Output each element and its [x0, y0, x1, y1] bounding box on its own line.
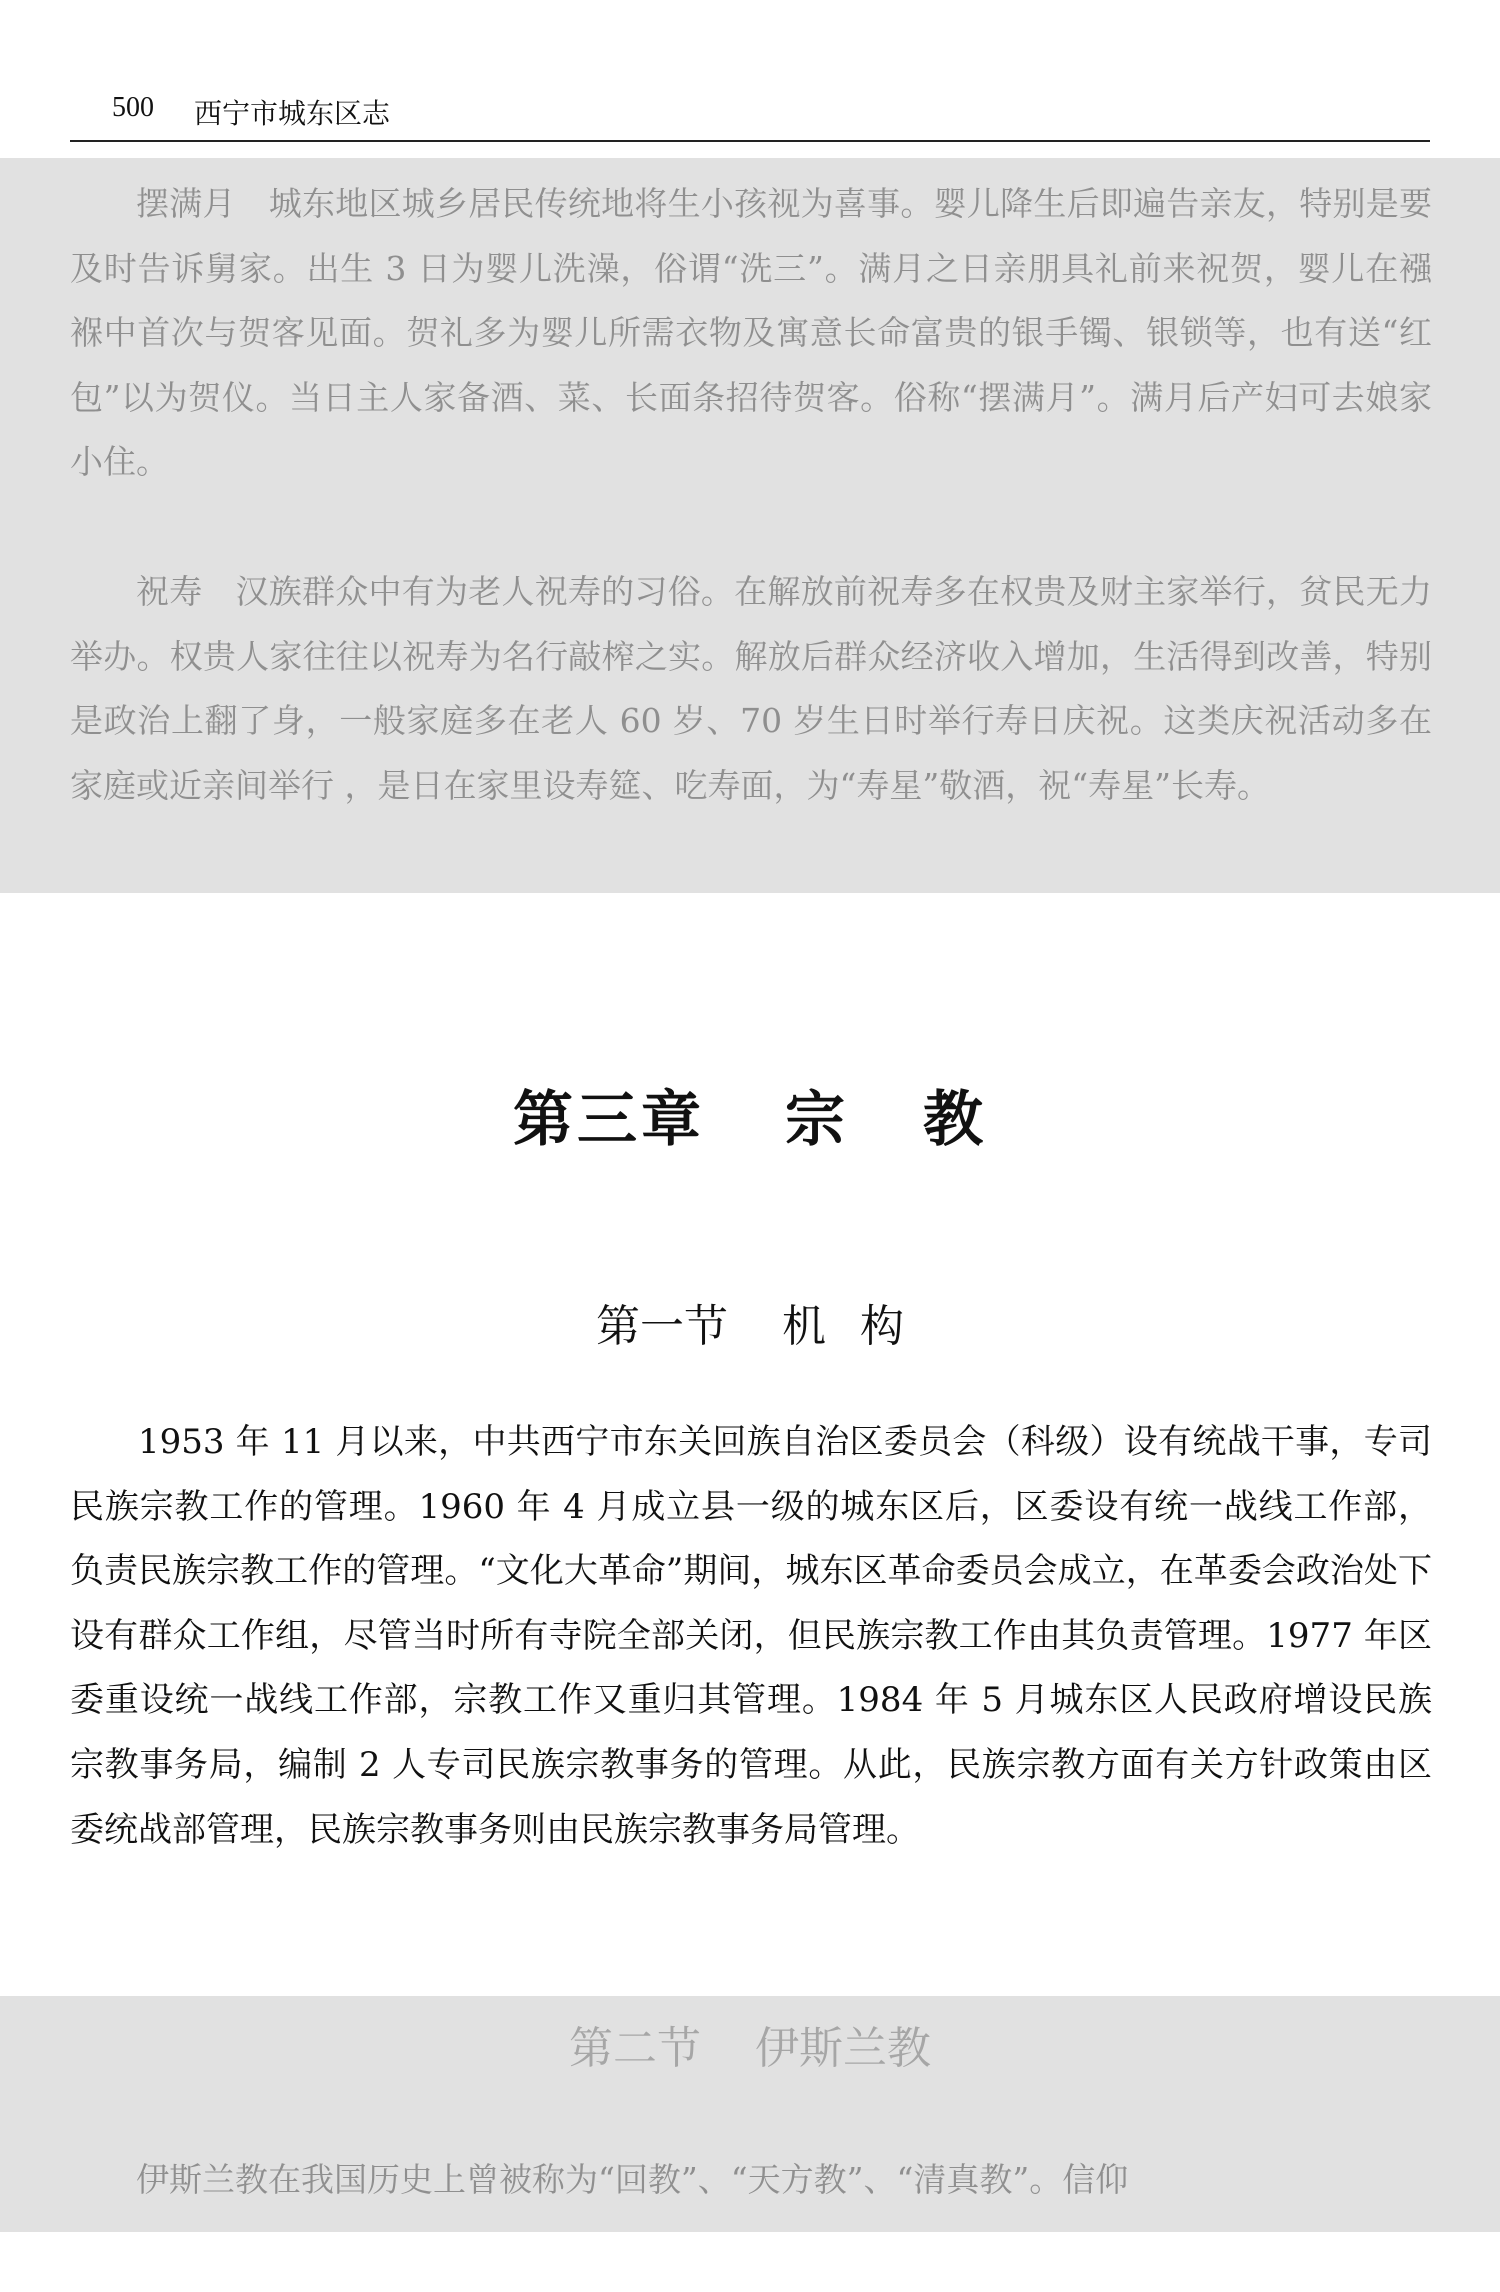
section-title-jigou: [0, 1290, 1500, 1354]
section-2-number: 第二节: [569, 2023, 701, 2074]
chapter-name-1: 宗: [785, 1085, 849, 1155]
paragraph-zhushou: [70, 560, 1432, 818]
book-title: 西宁市城东区志: [194, 97, 391, 130]
chapter-name-2: 教: [923, 1085, 987, 1155]
section-1-name-1: 机: [782, 1301, 826, 1352]
section-title-islam: [0, 2012, 1500, 2076]
section-1-number: 第一节: [596, 1301, 728, 1352]
page-number: 500: [112, 92, 154, 123]
page-header: [70, 88, 1430, 142]
term-manyue: 摆满月: [136, 184, 236, 223]
paragraph-jigou: 1953 年 11 月以来，中共西宁市东关回族自治区委员会（科级）设有统战干事，专司民族宗教工作的管理。1960 年 4 月成立县一级的城东区后，区委设有统一战线工作部，负责民族宗教工作的管理。“文化大革命”期间，城东区革命委员会成立，在革委会政治处下设有群众工作组，尽管当时所有寺院全部关闭，但民族宗教工作由其负责管理。1977 年区委重设统一战线工作部，宗教工作又重归其管理。1984 年 5 月城东区人民政府增设民族宗教事务局，编制 2 人专司民族宗教事务的管理。从此，民族宗教方面有关方针政策由区委统战部管理，民族宗教事务则由民族宗教事务局管理。: [70, 1422, 1432, 1850]
paragraph-manyue-text: 城东地区城乡居民传统地将生小孩视为喜事。婴儿降生后即遍告亲友，特别是要及时告诉舅家。出生 3 日为婴儿洗澡，俗谓“洗三”。满月之日亲朋具礼前来祝贺，婴儿在襁褓中首次与贺客见面。贺礼多为婴儿所需衣物及寓意长命富贵的银手镯、银锁等，也有送“红包”以为贺仪。当日主人家备酒、菜、长面条招待贺客。俗称“摆满月”。满月后产妇可去娘家小住。: [70, 184, 1433, 482]
section-1-name-2: 构: [860, 1301, 904, 1352]
paragraph-zhushou-text: 汉族群众中有为老人祝寿的习俗。在解放前祝寿多在权贵及财主家举行，贫民无力举办。权贵人家往往以祝寿为名行敲榨之实。解放后群众经济收入增加，生活得到改善，特别是政治上翻了身，一般家庭多在老人 60 岁、70 岁生日时举行寿日庆祝。这类庆祝活动多在家庭或近亲间举行 ，是日在家里设寿筵、吃寿面，为“寿星”敬酒，祝“寿星”长寿。: [70, 572, 1433, 805]
chapter-number: 第三章: [513, 1085, 705, 1155]
paragraph-islam: 伊斯兰教在我国历史上曾被称为“回教”、“天方教”、“清真教”。信仰: [136, 2160, 1129, 2199]
term-zhushou: 祝寿: [136, 572, 203, 611]
chapter-title: [0, 1072, 1500, 1158]
section-2-name: 伊斯兰教: [755, 2023, 931, 2074]
paragraph-manyue: [70, 172, 1432, 495]
